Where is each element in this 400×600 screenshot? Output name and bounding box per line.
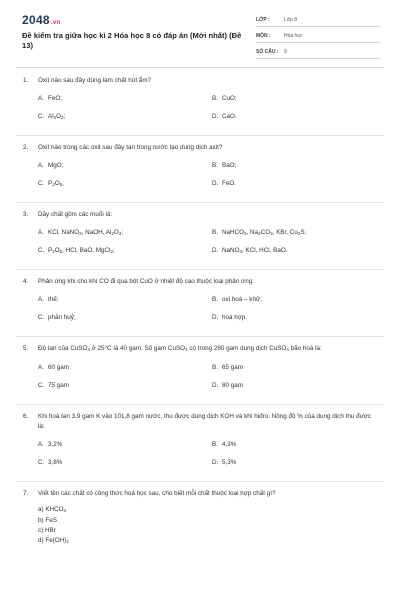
option-letter: A. bbox=[38, 229, 44, 236]
option-letter: C. bbox=[38, 247, 45, 254]
answer-option[interactable] bbox=[212, 440, 236, 450]
option-text: $P_2O_5$; bbox=[48, 180, 64, 187]
option-text: 3,2% bbox=[48, 441, 63, 448]
option-text: KCl, NaNO$_3$, NaOH, $Al_2O_3$; bbox=[48, 229, 124, 236]
option-text: thế; bbox=[48, 296, 59, 303]
options-row bbox=[0, 159, 400, 177]
answer-option[interactable] bbox=[212, 246, 288, 257]
question-divider bbox=[16, 336, 384, 337]
options-row bbox=[0, 92, 400, 110]
options-row bbox=[0, 361, 400, 379]
option-text: FeO. bbox=[222, 180, 236, 187]
question-number: 2. bbox=[23, 144, 29, 151]
option-letter: C. bbox=[38, 113, 45, 120]
option-letter: C. bbox=[38, 459, 45, 466]
question-number: 1. bbox=[23, 77, 29, 84]
meta-row-subject bbox=[256, 30, 380, 43]
option-text: 65 gam bbox=[222, 364, 244, 371]
answer-option[interactable] bbox=[212, 458, 236, 468]
question-3 bbox=[0, 210, 400, 262]
meta-key: SỐ CÂU : bbox=[256, 49, 279, 55]
option-text: BaO; bbox=[222, 162, 237, 169]
option-letter: B. bbox=[212, 95, 218, 102]
option-letter: C. bbox=[38, 314, 45, 321]
answer-option[interactable] bbox=[212, 363, 243, 373]
option-text: 4,3% bbox=[222, 441, 237, 448]
question-text: Độ tan của CuSO$_4$ ở 25°C là 40 gam. Số gam CuSO$_4$ có trong 280 gam dung dịch CuSO$_4$ bão hoà là: bbox=[38, 345, 322, 352]
question-divider bbox=[16, 202, 384, 203]
answer-option[interactable] bbox=[38, 440, 62, 450]
answer-option[interactable] bbox=[212, 112, 237, 122]
option-text: $P_2O_5$, HCl, BaO, MgCl$_2$; bbox=[48, 247, 115, 254]
meta-info bbox=[256, 14, 380, 62]
sub-item: a) $KHCO_3$ bbox=[38, 506, 67, 513]
answer-option[interactable] bbox=[212, 94, 237, 104]
question-list bbox=[0, 76, 400, 547]
answer-option[interactable] bbox=[212, 161, 236, 171]
question-divider bbox=[16, 404, 384, 405]
options-row bbox=[0, 226, 400, 244]
sub-item: c) HBr bbox=[38, 527, 56, 534]
answer-option[interactable] bbox=[212, 313, 247, 323]
question-number: 3. bbox=[23, 211, 29, 218]
option-letter: A. bbox=[38, 364, 44, 371]
answer-option[interactable] bbox=[38, 246, 115, 257]
option-text: 3,8% bbox=[48, 459, 63, 466]
document-title: Đề kiểm tra giữa học kì 2 Hóa học 8 có đáp án (Mới nhất) (Đề 13) bbox=[22, 31, 242, 50]
option-letter: D. bbox=[212, 247, 219, 254]
answer-option[interactable] bbox=[38, 161, 63, 171]
option-letter: D. bbox=[212, 382, 219, 389]
site-logo[interactable]: 2048.vn bbox=[22, 13, 61, 27]
question-1 bbox=[0, 76, 400, 128]
option-text: hoá hợp. bbox=[222, 314, 248, 321]
question-number: 7. bbox=[23, 490, 29, 497]
option-text: 75 gam bbox=[48, 382, 70, 389]
option-letter: A. bbox=[38, 441, 44, 448]
question-text: Dãy chất gồm các muối là: bbox=[38, 211, 113, 218]
meta-row-count bbox=[256, 46, 380, 59]
question-number: 6. bbox=[23, 413, 29, 420]
option-letter: D. bbox=[212, 180, 219, 187]
answer-option[interactable] bbox=[38, 94, 62, 104]
options-row bbox=[0, 379, 400, 397]
option-text: 80 gam bbox=[222, 382, 244, 389]
question-7 bbox=[0, 489, 400, 547]
answer-option[interactable] bbox=[212, 381, 243, 391]
question-text: Oxit nào trong các oxit sau đây tan trong nước tạo dung dịch axit? bbox=[38, 144, 223, 151]
question-divider bbox=[16, 269, 384, 270]
option-letter: C. bbox=[38, 382, 45, 389]
question-5 bbox=[0, 344, 400, 397]
option-letter: D. bbox=[212, 113, 219, 120]
option-text: CuO; bbox=[222, 95, 237, 102]
option-letter: D. bbox=[212, 459, 219, 466]
option-text: CaO. bbox=[222, 113, 237, 120]
sub-item: d) $Fe(OH)_2$ bbox=[38, 537, 69, 544]
options-row bbox=[0, 293, 400, 311]
question-divider bbox=[16, 135, 384, 136]
options-row bbox=[0, 456, 400, 474]
meta-row-class bbox=[256, 14, 380, 27]
option-text: 60 gam bbox=[48, 364, 70, 371]
answer-option[interactable] bbox=[38, 295, 59, 305]
sub-item: b) FeS bbox=[38, 517, 57, 524]
options-row bbox=[0, 311, 400, 329]
meta-key: MÔN : bbox=[256, 33, 271, 39]
question-4 bbox=[0, 277, 400, 329]
options-row bbox=[0, 177, 400, 195]
answer-option[interactable] bbox=[38, 179, 64, 190]
answer-option[interactable] bbox=[38, 458, 62, 468]
question-number: 4. bbox=[23, 278, 29, 285]
meta-value: 9 bbox=[284, 49, 287, 55]
option-letter: B. bbox=[212, 229, 218, 236]
question-text: Khi hoà tan 3,9 gam K vào 101,8 gam nước, thu được dung dịch KOH và khí hiđro. Nồng độ % của dung dịch thu được là: bbox=[38, 413, 372, 430]
option-letter: B. bbox=[212, 296, 218, 303]
option-text: NaHCO$_3$, $Na_2CO_3$, KBr, $Cu_2S$; bbox=[222, 229, 307, 236]
answer-option[interactable] bbox=[38, 313, 76, 323]
option-letter: D. bbox=[212, 314, 219, 321]
option-letter: B. bbox=[212, 364, 218, 371]
question-6 bbox=[0, 412, 400, 474]
option-letter: C. bbox=[38, 180, 45, 187]
answer-option[interactable] bbox=[212, 228, 306, 239]
option-text: NaNO$_3$, KCl, HCl, BaO. bbox=[222, 247, 288, 254]
options-row bbox=[0, 110, 400, 128]
options-row bbox=[0, 438, 400, 456]
question-divider bbox=[16, 481, 384, 482]
option-letter: A. bbox=[38, 95, 44, 102]
question-text: Oxit nào sau đây dùng làm chất hút ẩm? bbox=[38, 77, 152, 84]
meta-value: Hóa học bbox=[284, 33, 303, 39]
answer-option[interactable] bbox=[38, 112, 65, 123]
option-letter: B. bbox=[212, 162, 218, 169]
answer-option[interactable] bbox=[212, 179, 236, 189]
option-letter: A. bbox=[38, 162, 44, 169]
meta-value: Lớp 8 bbox=[284, 17, 298, 23]
header-divider bbox=[16, 67, 384, 68]
option-text: MgO; bbox=[48, 162, 64, 169]
answer-option[interactable] bbox=[38, 381, 69, 391]
answer-option[interactable] bbox=[38, 363, 69, 373]
answer-option[interactable] bbox=[212, 295, 262, 305]
question-2 bbox=[0, 143, 400, 195]
meta-key: LỚP : bbox=[256, 17, 270, 23]
option-text: $Al_2O_3$; bbox=[48, 113, 66, 120]
answer-option[interactable] bbox=[38, 228, 123, 239]
options-row bbox=[0, 244, 400, 262]
question-number: 5. bbox=[23, 345, 29, 352]
option-text: oxi hoá – khử; bbox=[222, 296, 262, 303]
question-text: Viết tên các chất có công thức hoá học sau, cho biết mỗi chất thuộc loại hợp chất gì? bbox=[38, 490, 276, 497]
option-letter: B. bbox=[212, 441, 218, 448]
option-text: 5,3% bbox=[222, 459, 237, 466]
option-text: FeO; bbox=[48, 95, 62, 102]
question-text: Phản ứng khi cho khí CO đi qua bột CuO ở nhiệt độ cao thuộc loại phản ứng: bbox=[38, 278, 254, 285]
option-letter: A. bbox=[38, 296, 44, 303]
option-text: phân huỷ; bbox=[48, 314, 76, 321]
